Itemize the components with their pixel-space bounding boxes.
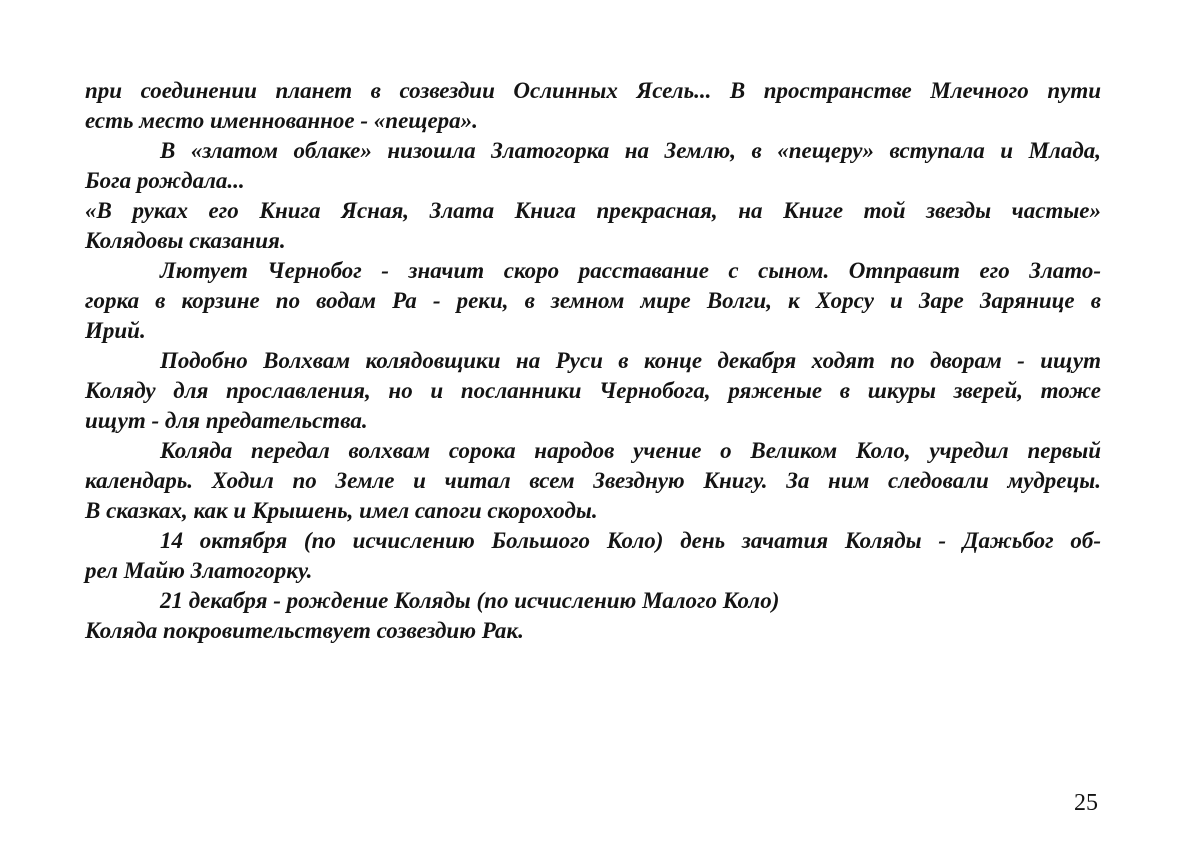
- text-line: 21 декабря - рождение Коляды (по исчислению Малого Коло): [160, 588, 780, 613]
- page-number: 25: [1074, 790, 1098, 816]
- text-line: Бога рождала...: [85, 168, 245, 193]
- text-line: В «златом облаке» низошла Златогорка на Землю, в «пещеру» вступала и Млада,: [160, 138, 1101, 163]
- text-line: рел Майю Златогорку.: [85, 558, 313, 583]
- text-line: Лютует Чернобог - значит скоро расставание с сыном. Отправит его Злато-: [160, 258, 1101, 283]
- page-text-block: [85, 76, 1101, 646]
- text-line: Подобно Волхвам колядовщики на Руси в конце декабря ходят по дворам - ищут: [160, 348, 1101, 373]
- text-line: есть место именнованное - «пещера».: [85, 108, 478, 133]
- text-line: ищут - для предательства.: [85, 408, 368, 433]
- text-line: при соединении планет в созвездии Ослинных Ясель... В пространстве Млечного пути: [85, 78, 1101, 103]
- text-line: горка в корзине по водам Ра - реки, в земном мире Волги, к Хорсу и Заре Зарянице в: [85, 288, 1101, 313]
- text-line: Коляду для прославления, но и посланники Чернобога, ряженые в шкуры зверей, тоже: [85, 378, 1101, 403]
- text-line: 14 октября (по исчислению Большого Коло) день зачатия Коляды - Дажьбог об-: [160, 528, 1101, 553]
- text-line: Коляда покровительствует созвездию Рак.: [85, 618, 524, 643]
- text-line: Коляда передал волхвам сорока народов учение о Великом Коло, учредил первый: [160, 438, 1101, 463]
- text-line: В сказках, как и Крышень, имел сапоги скороходы.: [85, 498, 598, 523]
- text-line: календарь. Ходил по Земле и читал всем Звездную Книгу. За ним следовали мудрецы.: [85, 468, 1101, 493]
- text-line: Колядовы сказания.: [85, 228, 286, 253]
- text-line: Ирий.: [85, 318, 146, 343]
- text-line: «В руках его Книга Ясная, Злата Книга прекрасная, на Книге той звезды частые»: [85, 198, 1101, 223]
